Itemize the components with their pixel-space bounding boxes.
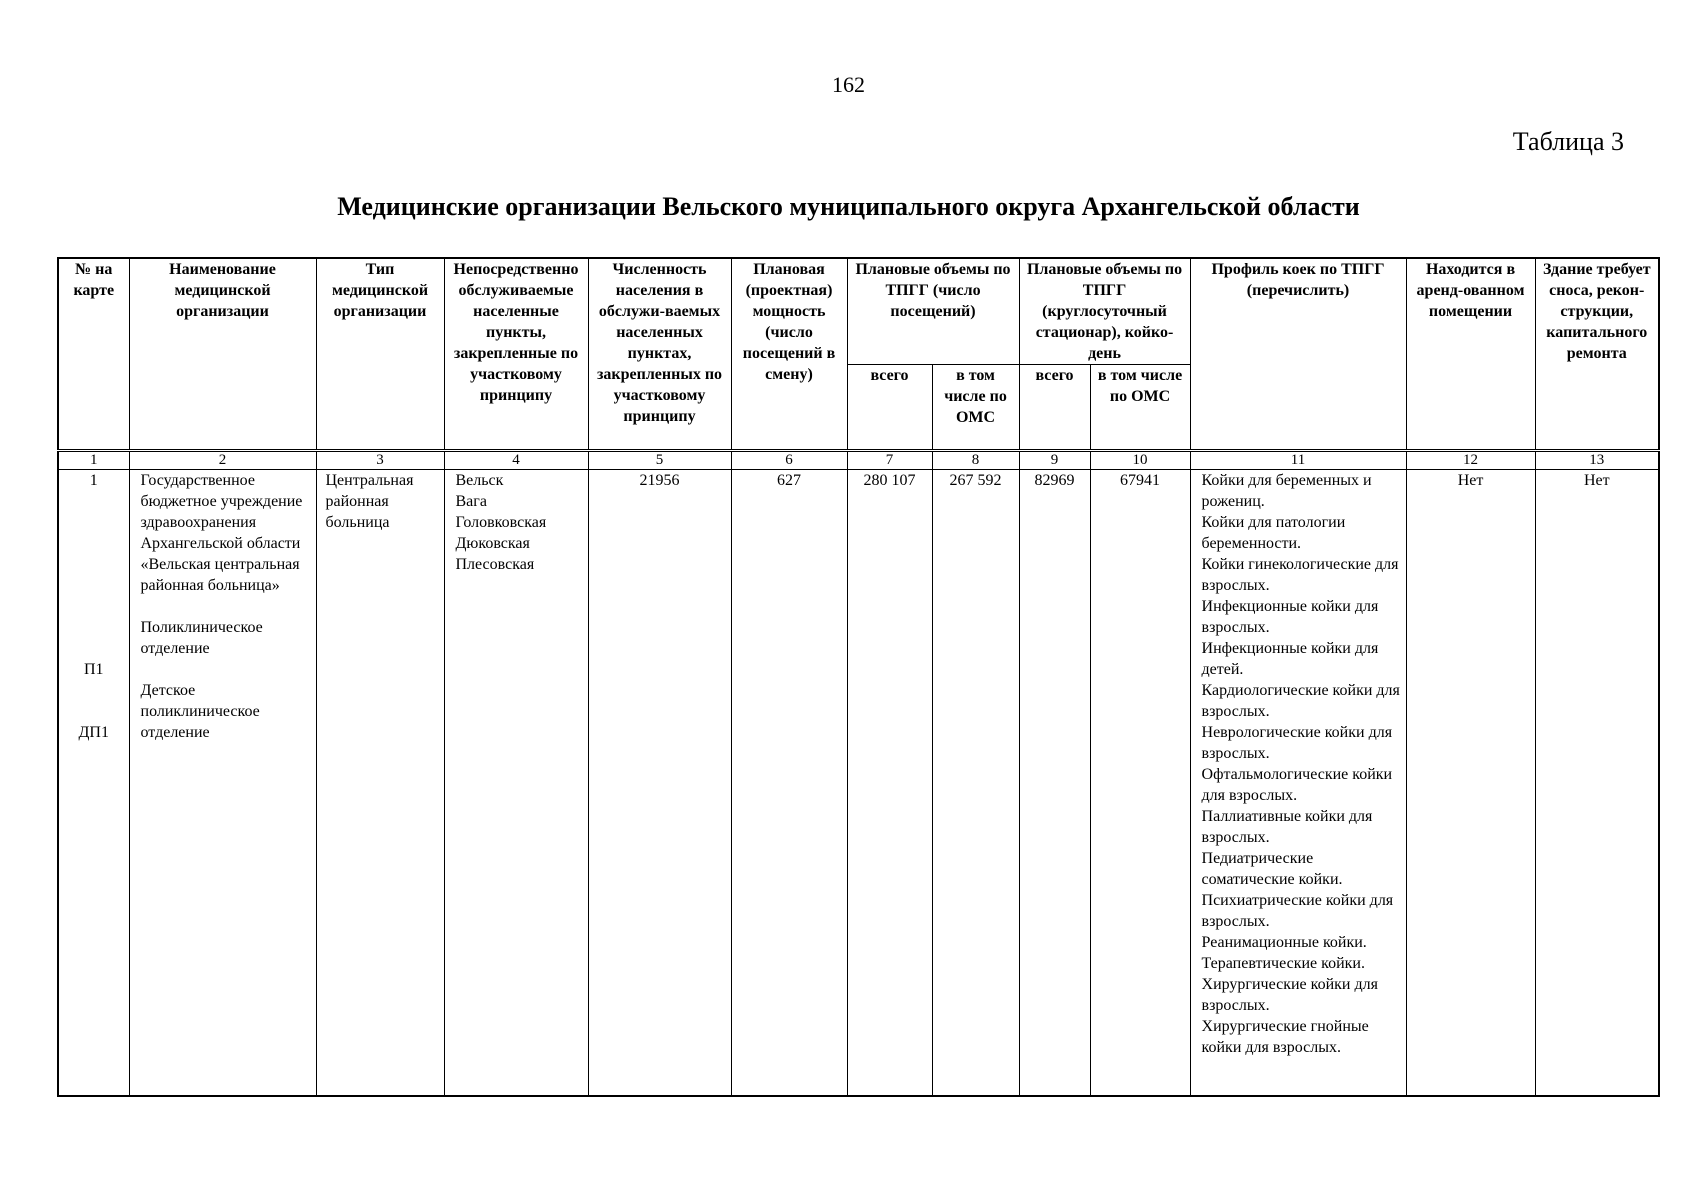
- bed-days-total-cell: 82969: [1019, 470, 1090, 1097]
- column-number: 10: [1090, 451, 1190, 470]
- bed-profile: Инфекционные койки для детей.: [1201, 640, 1379, 678]
- table-row: [58, 470, 1659, 1097]
- header-bed-profiles: Профиль коек по ТПГГ (перечислить): [1190, 258, 1406, 451]
- org-name-cell: [129, 470, 316, 1097]
- header-planned-bed-days: Плановые объемы по ТПГГ (круглосуточный стационар), койко-день: [1019, 258, 1190, 365]
- bed-profile: Койки для беременных и рожениц.: [1201, 472, 1372, 510]
- visits-oms-cell: 267 592: [932, 470, 1019, 1097]
- needs-repair-cell: Нет: [1535, 470, 1659, 1097]
- bed-profile: Хирургические гнойные койки для взрослых.: [1201, 1018, 1369, 1056]
- bed-profile: Кардиологические койки для взрослых.: [1201, 682, 1400, 720]
- org-sub-name: Детское поликлиническое отделение: [140, 682, 260, 741]
- column-number: 3: [316, 451, 444, 470]
- settlement: Вельск: [455, 472, 504, 489]
- bed-profile: Хирургические койки для взрослых.: [1201, 976, 1378, 1014]
- column-number: 11: [1190, 451, 1406, 470]
- settlements-cell: [444, 470, 588, 1097]
- bed-profiles-cell: [1190, 470, 1406, 1097]
- column-number: 6: [731, 451, 847, 470]
- bed-days-oms-cell: 67941: [1090, 470, 1190, 1097]
- org-main-name: Государственное бюджетное учреждение здравоохранения Архангельской области «Вельская центральная районная больница»: [140, 472, 303, 594]
- column-number: 7: [847, 451, 932, 470]
- header-settlements: Непосредственно обслуживаемые населенные пункты, закрепленные по участковому принципу: [444, 258, 588, 451]
- header-visits-oms: в том числе по ОМС: [932, 365, 1019, 451]
- capacity-cell: 627: [731, 470, 847, 1097]
- column-number: 5: [588, 451, 731, 470]
- column-number: 8: [932, 451, 1019, 470]
- medical-organizations-table: [57, 257, 1660, 1097]
- column-number: 12: [1406, 451, 1535, 470]
- header-bed-days-total: всего: [1019, 365, 1090, 451]
- bed-profile: Офтальмологические койки для взрослых.: [1201, 766, 1393, 804]
- page-number: 162: [832, 72, 865, 97]
- header-planned-visits: Плановые объемы по ТПГГ (число посещений): [847, 258, 1019, 365]
- org-type-cell: Центральная районная больница: [316, 470, 444, 1097]
- settlement: Плесовская: [455, 556, 535, 573]
- column-number: 2: [129, 451, 316, 470]
- header-map-number: № на карте: [58, 258, 129, 451]
- population-cell: 21956: [588, 470, 731, 1097]
- map-id: П1: [83, 661, 104, 678]
- bed-profile: Инфекционные койки для взрослых.: [1201, 598, 1379, 636]
- header-org-name: Наименование медицинской организации: [129, 258, 316, 451]
- bed-profile: Койки для патологии беременности.: [1201, 514, 1346, 552]
- bed-profile: Койки гинекологические для взрослых.: [1201, 556, 1399, 594]
- bed-profile: Неврологические койки для взрослых.: [1201, 724, 1393, 762]
- bed-profile: Реанимационные койки.: [1201, 934, 1367, 951]
- rented-cell: Нет: [1406, 470, 1535, 1097]
- bed-profile: Педиатрические соматические койки.: [1201, 850, 1343, 888]
- column-number: 1: [58, 451, 129, 470]
- column-number: 4: [444, 451, 588, 470]
- org-sub-name: Поликлиническое отделение: [140, 619, 263, 657]
- map-number-cell: [58, 470, 129, 1097]
- visits-total-cell: 280 107: [847, 470, 932, 1097]
- bed-profile: Терапевтические койки.: [1201, 955, 1365, 972]
- column-number: 13: [1535, 451, 1659, 470]
- document-title: Медицинские организации Вельского муниципального округа Архангельской области: [337, 192, 1360, 221]
- map-id: ДП1: [78, 724, 109, 741]
- map-id: 1: [89, 472, 98, 489]
- header-visits-total: всего: [847, 365, 932, 451]
- bed-profile: Паллиативные койки для взрослых.: [1201, 808, 1373, 846]
- header-population: Численность населения в обслужи-ваемых населенных пунктах, закрепленных по участковому принципу: [588, 258, 731, 451]
- settlement: Вага: [455, 493, 487, 510]
- header-org-type: Тип медицинской организации: [316, 258, 444, 451]
- header-bed-days-oms: в том числе по ОМС: [1090, 365, 1190, 451]
- bed-profile: Психиатрические койки для взрослых.: [1201, 892, 1394, 930]
- settlement: Дюковская: [455, 535, 530, 552]
- table-label: Таблица 3: [1512, 127, 1624, 156]
- column-number: 9: [1019, 451, 1090, 470]
- column-number-row: [58, 451, 1659, 470]
- header-needs-repair: Здание требует сноса, рекон-струкции, капитального ремонта: [1535, 258, 1659, 451]
- header-capacity: Плановая (проектная) мощность (число посещений в смену): [731, 258, 847, 451]
- header-rented: Находится в аренд-ованном помещении: [1406, 258, 1535, 451]
- settlement: Головковская: [455, 514, 547, 531]
